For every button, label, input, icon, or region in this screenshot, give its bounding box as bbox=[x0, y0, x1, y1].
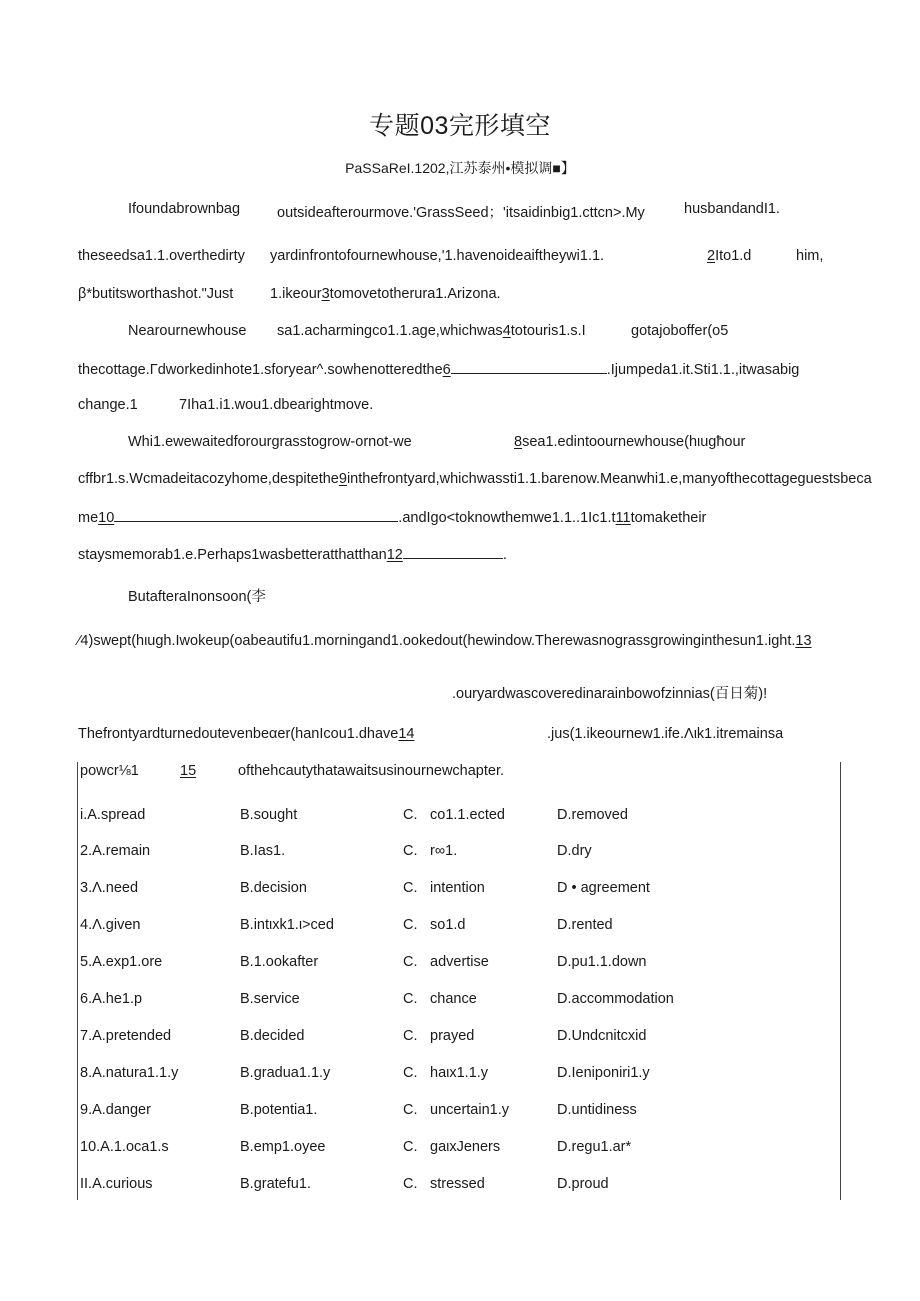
option-a[interactable]: i.A.spread bbox=[80, 807, 146, 823]
option-c[interactable]: haιx1.1.y bbox=[430, 1065, 489, 1081]
option-c-label: C. bbox=[403, 1028, 418, 1044]
option-b[interactable]: B.decision bbox=[240, 880, 307, 896]
option-c[interactable]: prayed bbox=[430, 1028, 475, 1044]
answer-blank[interactable] bbox=[403, 545, 503, 559]
option-d[interactable]: D.Undcnitcxid bbox=[557, 1028, 647, 1044]
blank-number[interactable]: 9 bbox=[338, 471, 347, 487]
option-b[interactable]: B.sought bbox=[240, 807, 298, 823]
option-b[interactable]: B.service bbox=[240, 991, 300, 1007]
frame-right-border bbox=[840, 762, 841, 1200]
passage-line-2c: 2Ito1.d bbox=[707, 248, 752, 264]
passage-line-15c: ofthehcautythatawaitsusinournewchapter. bbox=[238, 763, 505, 779]
option-c[interactable]: stressed bbox=[430, 1176, 485, 1192]
blank-number[interactable]: 3 bbox=[321, 286, 330, 302]
passage-line-3a: β*butitsworthashot."Just bbox=[78, 286, 234, 302]
passage-line-1b: outsideafterourmove.'GrassSeed；'itsaidinbig1.cttcn>.My bbox=[277, 205, 645, 221]
passage-line-4a: Nearournewhouse bbox=[128, 323, 247, 339]
frame-left-border bbox=[77, 762, 78, 1200]
option-c[interactable]: uncertain1.y bbox=[430, 1102, 509, 1118]
passage-line-1a: Ifoundabrownbag bbox=[128, 201, 241, 217]
option-d[interactable]: D.regu1.ar* bbox=[557, 1139, 632, 1155]
option-c[interactable]: advertise bbox=[430, 954, 489, 970]
answer-blank[interactable] bbox=[114, 508, 398, 522]
option-d[interactable]: D.removed bbox=[557, 807, 628, 823]
option-c[interactable]: gaιxJeners bbox=[430, 1139, 501, 1155]
passage-line-14a: Thefrontyardturnedoutevenbeαer(hanIcou1.dhave14 bbox=[78, 726, 415, 742]
option-d[interactable]: D.rented bbox=[557, 917, 613, 933]
option-c[interactable]: so1.d bbox=[430, 917, 466, 933]
option-c-label: C. bbox=[403, 880, 418, 896]
option-d[interactable]: D.proud bbox=[557, 1176, 609, 1192]
option-c[interactable]: co1.1.ected bbox=[430, 807, 505, 823]
blank-number[interactable]: 10 bbox=[98, 510, 115, 526]
option-a[interactable]: 10.A.1.oca1.s bbox=[80, 1139, 169, 1155]
option-b[interactable]: B.gratefu1. bbox=[240, 1176, 311, 1192]
option-a[interactable]: 3.Λ.need bbox=[80, 880, 139, 896]
option-c-label: C. bbox=[403, 917, 418, 933]
passage-line-15b bbox=[180, 763, 196, 779]
page-title: 专题03完形填空 bbox=[369, 112, 551, 140]
blank-number[interactable]: 13 bbox=[795, 633, 812, 649]
option-b[interactable]: B.1.ookafter bbox=[240, 954, 319, 970]
option-c-label: C. bbox=[403, 954, 418, 970]
option-d[interactable]: D.untidiness bbox=[557, 1102, 637, 1118]
option-d[interactable]: D.Ieniponiri1.y bbox=[557, 1065, 650, 1081]
passage-line-7a: Whi1.ewewaitedforourgrasstogrow-ornot-we bbox=[128, 434, 412, 450]
option-c-label: C. bbox=[403, 991, 418, 1007]
passage-line-1c: husbandandI1. bbox=[684, 201, 780, 217]
passage-line-7b: 8sea1.edintoournewhouse(hιugħour bbox=[514, 434, 746, 450]
option-c[interactable]: intention bbox=[430, 880, 485, 896]
option-a[interactable]: 9.A.danger bbox=[80, 1102, 151, 1118]
option-c-label: C. bbox=[403, 807, 418, 823]
answer-blank[interactable] bbox=[451, 360, 607, 374]
blank-number[interactable]: 4 bbox=[502, 323, 511, 339]
blank-number[interactable]: 12 bbox=[386, 547, 403, 563]
passage-line-10: staysmemorab1.e.Perhaps1wasbetteratthatthan12 . bbox=[78, 547, 507, 563]
option-c-label: C. bbox=[403, 1065, 418, 1081]
passage-line-4d: gotajoboffer(o5 bbox=[631, 323, 729, 339]
passage-line-6a: change.1 bbox=[78, 397, 138, 413]
option-b[interactable]: B.potentia1. bbox=[240, 1102, 318, 1118]
option-b[interactable]: B.decided bbox=[240, 1028, 305, 1044]
option-a[interactable]: II.A.curious bbox=[80, 1176, 153, 1192]
option-c[interactable]: chance bbox=[430, 991, 477, 1007]
passage-line-6b: 7Iha1.i1.wou1.dbearightmove. bbox=[179, 397, 374, 413]
option-b[interactable]: B.emp1.oyee bbox=[240, 1139, 326, 1155]
option-c-label: C. bbox=[403, 1139, 418, 1155]
blank-number[interactable]: 14 bbox=[398, 726, 415, 742]
option-c-label: C. bbox=[403, 1176, 418, 1192]
passage-line-12: ⁄4)swept(hιugh.Iwokeup(oabeautifu1.morningand1.ookedout(hewindow.Therewasnograssgrowinginthesun1.ight.13 bbox=[78, 633, 812, 649]
passage-line-14b: .jus(1.ikeournew1.ife.Λιk1.itremainsa bbox=[547, 726, 784, 742]
blank-number[interactable]: 15 bbox=[180, 763, 197, 779]
option-a[interactable]: 2.A.remain bbox=[80, 843, 151, 859]
option-b[interactable]: B.intιxk1.ι>ced bbox=[240, 917, 334, 933]
option-a[interactable]: 8.A.natura1.1.y bbox=[80, 1065, 179, 1081]
passage-line-9: me10 .andIgo<toknowthemwe1.1..1Ic1.t11tomaketheir bbox=[78, 510, 707, 526]
passage-line-2a: theseedsa1.1.overthedirty bbox=[78, 248, 245, 264]
option-a[interactable]: 5.A.exp1.ore bbox=[80, 954, 163, 970]
option-d[interactable]: D.dry bbox=[557, 843, 592, 859]
blank-number[interactable]: 2 bbox=[707, 248, 716, 264]
passage-line-2b: yardinfrontofournewhouse,'1.havenoideaiftheywi1.1. bbox=[270, 248, 605, 264]
option-a[interactable]: 4.Λ.given bbox=[80, 917, 141, 933]
passage-source: PaSSaReI.1202,江苏泰州•模拟调■】 bbox=[345, 160, 575, 176]
passage-line-15a: powcr⅛1 bbox=[80, 763, 139, 779]
blank-number[interactable]: 8 bbox=[514, 434, 523, 450]
option-d[interactable]: D.pu1.1.down bbox=[557, 954, 647, 970]
passage-line-3b: 1.ikeour3tomovetotherura1.Arizona. bbox=[270, 286, 501, 302]
passage-line-8: cffbr1.s.Wcmadeitacozyhome,despitethe9inthefrontyard,whichwassti1.1.barenow.Meanwhi1.e,manyofthecottageguestsbeca bbox=[78, 471, 872, 487]
option-b[interactable]: B.gradua1.1.y bbox=[240, 1065, 331, 1081]
option-d[interactable]: D.accommodation bbox=[557, 991, 674, 1007]
option-c-label: C. bbox=[403, 843, 418, 859]
passage-line-5: thecottage.Γdworkedinhote1.sforyear^.sowhenotteredthe6 .Ijumpeda1.it.Sti1.1.,itwasabig bbox=[78, 362, 800, 378]
blank-number[interactable]: 11 bbox=[615, 510, 631, 526]
blank-number[interactable]: 6 bbox=[442, 362, 451, 378]
option-a[interactable]: 6.A.he1.p bbox=[80, 991, 143, 1007]
passage-line-4b: sa1.acharmingco1.1.age,whichwas4totouris1.s.I bbox=[277, 323, 586, 339]
option-b[interactable]: B.Ias1. bbox=[240, 843, 286, 859]
option-a[interactable]: 7.A.pretended bbox=[80, 1028, 172, 1044]
passage-line-11: ButafteraInonsoon(李 bbox=[128, 589, 266, 605]
option-c[interactable]: r∞1. bbox=[430, 843, 458, 859]
option-d[interactable]: D • agreement bbox=[557, 880, 650, 896]
option-c-label: C. bbox=[403, 1102, 418, 1118]
passage-line-13: .ouryardwascoveredinarainbowofzinnias(百日菊)! bbox=[452, 686, 768, 702]
passage-line-2d: him, bbox=[796, 248, 824, 264]
